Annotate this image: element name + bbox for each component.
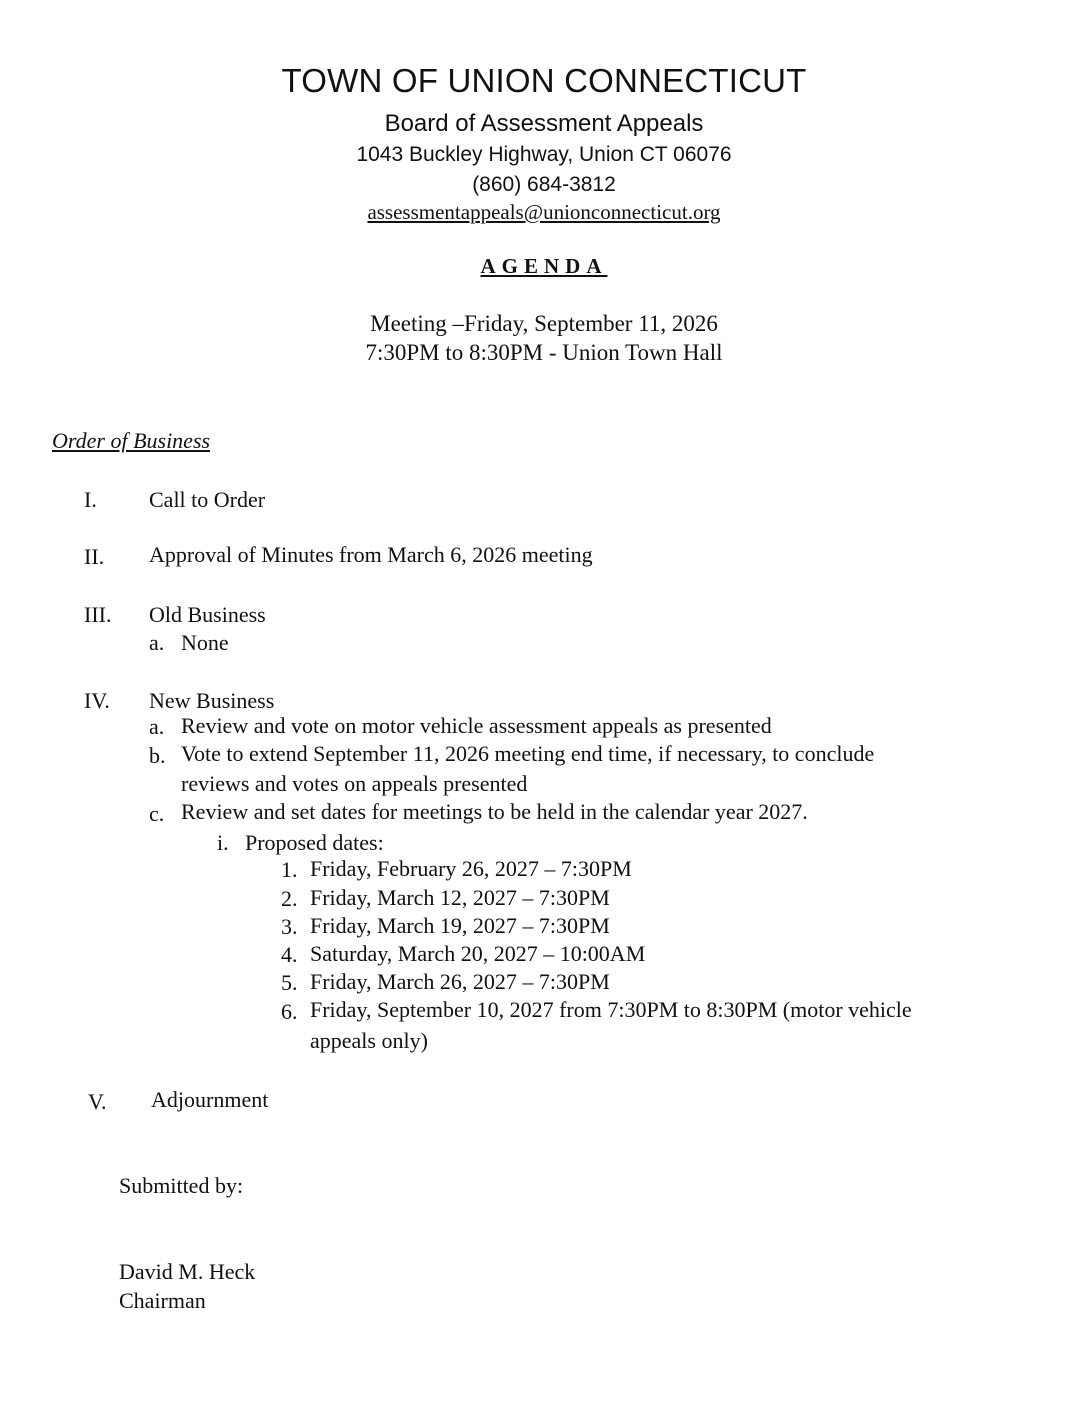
date-number: 3.	[281, 914, 298, 939]
item-adjournment: Adjournment	[151, 1087, 269, 1112]
item-numeral-2: II.	[84, 544, 105, 569]
date-number: 4.	[281, 942, 298, 967]
proposed-date: Friday, March 19, 2027 – 7:30PM	[310, 913, 610, 938]
signer-role: Chairman	[119, 1288, 206, 1313]
item-call-to-order: Call to Order	[149, 487, 266, 512]
proposed-date: Friday, March 26, 2027 – 7:30PM	[310, 969, 610, 994]
date-number: 2.	[281, 886, 298, 911]
sub-item-review-vote-appeals: Review and vote on motor vehicle assessment appeals as presented	[181, 713, 772, 738]
item-approval-of-minutes: Approval of Minutes from March 6, 2026 meeting	[149, 542, 593, 567]
proposed-date: Friday, September 10, 2027 from 7:30PM to 8:30PM (motor vehicle	[310, 997, 912, 1022]
sub-marker: a.	[149, 714, 165, 739]
order-of-business-heading: Order of Business	[52, 428, 211, 453]
sub-marker: c.	[149, 801, 165, 826]
proposed-date: Friday, February 26, 2027 – 7:30PM	[310, 856, 632, 881]
meeting-time-location: 7:30PM to 8:30PM - Union Town Hall	[365, 340, 723, 365]
date-number: 5.	[281, 970, 298, 995]
proposed-date: Friday, March 12, 2027 – 7:30PM	[310, 885, 610, 910]
proposed-dates-label: Proposed dates:	[245, 830, 384, 855]
sub-item-set-dates: Review and set dates for meetings to be held in the calendar year 2027.	[181, 799, 808, 824]
date-number: 6.	[281, 999, 298, 1024]
proposed-date-cont: appeals only)	[310, 1028, 428, 1053]
board-phone: (860) 684-3812	[472, 173, 616, 196]
submitted-by-label: Submitted by:	[119, 1173, 244, 1198]
item-numeral-4: IV.	[84, 688, 110, 713]
proposed-marker: i.	[217, 830, 229, 855]
sub-marker: a.	[149, 630, 165, 655]
sub-item-extend-meeting-cont: reviews and votes on appeals presented	[181, 771, 528, 796]
item-new-business: New Business	[149, 688, 275, 713]
sub-item-none: None	[181, 630, 229, 655]
sub-item-extend-meeting: Vote to extend September 11, 2026 meeting end time, if necessary, to conclude	[181, 741, 875, 766]
meeting-date: Meeting –Friday, September 11, 2026	[370, 311, 718, 336]
item-numeral-3: III.	[84, 602, 112, 627]
board-email-link[interactable]: assessmentappeals@unionconnecticut.org	[367, 200, 721, 224]
item-numeral-1: I.	[84, 487, 97, 512]
board-address: 1043 Buckley Highway, Union CT 06076	[356, 143, 732, 166]
date-number: 1.	[281, 857, 298, 882]
agenda-heading: AGENDA	[480, 254, 608, 278]
signer-name: David M. Heck	[119, 1259, 256, 1284]
town-title: TOWN OF UNION CONNECTICUT	[281, 62, 807, 99]
sub-marker: b.	[149, 743, 166, 768]
item-old-business: Old Business	[149, 602, 266, 627]
proposed-date: Saturday, March 20, 2027 – 10:00AM	[310, 941, 646, 966]
item-numeral-5: V.	[88, 1089, 107, 1114]
board-name: Board of Assessment Appeals	[384, 110, 704, 137]
